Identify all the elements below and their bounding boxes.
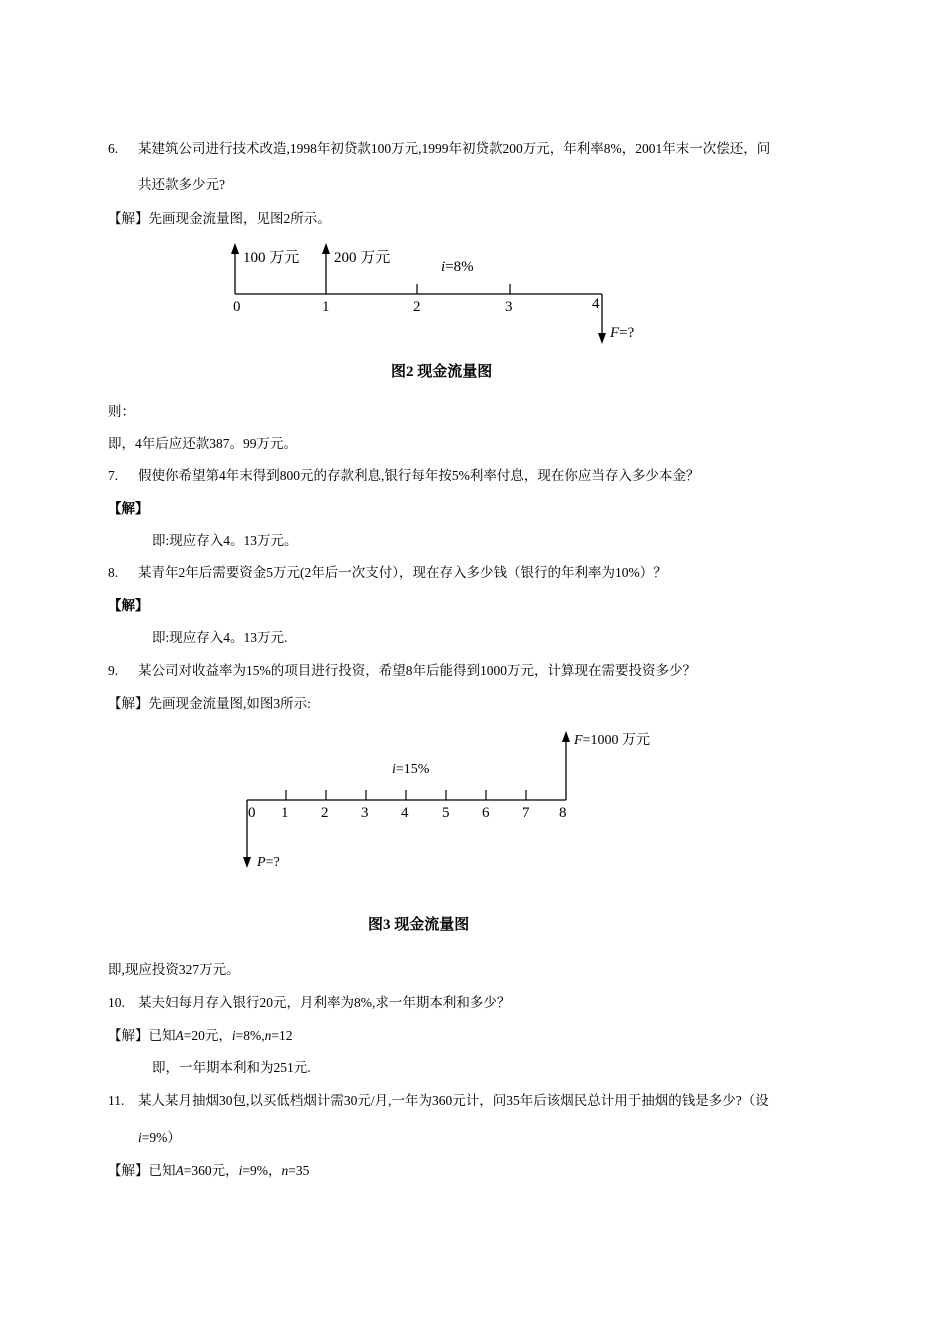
tick-label-0: 0 <box>248 805 256 821</box>
arrow-head-icon <box>322 243 330 254</box>
question-number: 11. <box>108 1093 125 1108</box>
label-200: 200 万元 <box>334 250 391 266</box>
f-val: =1000 万元 <box>582 733 650 748</box>
question-text: 某夫妇每月存入银行20元，月利率为8%,求一年期本利和多少？ <box>138 995 511 1010</box>
rate-val: =8% <box>445 259 474 275</box>
tick-label-3: 3 <box>505 299 513 315</box>
var-i: i <box>231 1028 236 1043</box>
question-number: 9. <box>108 663 119 678</box>
question-text: 某建筑公司进行技术改造,1998年初贷款100万元,1999年初贷款200万元，年利率8%，2001年末一次偿还，问 <box>138 141 771 156</box>
val-i: =9%， <box>242 1163 282 1178</box>
solution-7: 【解】 <box>108 501 149 516</box>
figure-3-caption: 图3 现金流量图 <box>368 917 470 933</box>
answer-9: 即,现应投资327万元。 <box>108 962 240 977</box>
question-number: 10. <box>108 995 125 1010</box>
tick-label-1: 1 <box>322 299 330 315</box>
solution-8: 【解】 <box>108 598 149 613</box>
tick-label-8: 8 <box>559 805 567 821</box>
tick-label-7: 7 <box>522 805 530 821</box>
tick-label-2: 2 <box>321 805 329 821</box>
question-11 <box>108 1092 769 1110</box>
p-var: P <box>257 855 266 870</box>
var-a: A <box>175 1163 184 1178</box>
tick-label-4: 4 <box>592 296 600 312</box>
tick-label-3: 3 <box>361 805 369 821</box>
figure-2-caption: 图2 现金流量图 <box>391 364 493 380</box>
f-var: F <box>610 325 620 341</box>
question-number: 7. <box>108 468 119 483</box>
question-number: 8. <box>108 565 119 580</box>
var-i: i <box>138 1130 142 1145</box>
question-text: 某公司对收益率为15%的项目进行投资，希望8年后能得到1000万元，计算现在需要投资多少？ <box>138 663 696 678</box>
question-text: 假使你希望第4年末得到800元的存款利息,银行每年按5%利率付息，现在你应当存入多少本金？ <box>138 468 700 483</box>
present-value-label <box>256 855 280 870</box>
question-7 <box>108 467 699 485</box>
then-label: 则： <box>108 404 135 419</box>
future-value-label <box>609 325 635 341</box>
solution-prefix: 【解】已知 <box>108 1163 176 1178</box>
solution-10 <box>108 1027 293 1045</box>
future-value-label <box>573 732 650 748</box>
arrow-head-icon <box>243 857 251 868</box>
rate-var: i <box>441 259 446 275</box>
answer-7: 即:现应存入4。13万元。 <box>152 533 298 548</box>
tick-label-2: 2 <box>413 299 421 315</box>
f-var: F <box>574 733 583 748</box>
rate-val: =15% <box>395 762 430 777</box>
var-n: n <box>264 1028 272 1043</box>
p-val: =? <box>265 855 280 870</box>
val-n: =35 <box>288 1163 310 1178</box>
cash-flow-diagram-2 <box>220 240 660 350</box>
val-i: =8%, <box>235 1028 265 1043</box>
solution-6: 【解】先画现金流量图，见图2所示。 <box>108 211 331 226</box>
rate-label <box>441 259 474 275</box>
tick-label-1: 1 <box>281 805 289 821</box>
question-6 <box>108 140 770 158</box>
answer-8: 即:现应存入4。13万元. <box>152 630 288 645</box>
question-text: 某青年2年后需要资金5万元(2年后一次支付），现在存入多少钱（银行的年利率为10%）？ <box>138 565 667 580</box>
val-a: =20元， <box>183 1028 232 1043</box>
label-100: 100 万元 <box>243 250 300 266</box>
rate-var: i <box>392 762 396 777</box>
arrow-head-icon <box>231 243 239 254</box>
tick-label-5: 5 <box>442 805 450 821</box>
question-text: 某人某月抽烟30包,以买低档烟计需30元/月,一年为360元计，问35年后该烟民总计用于抽烟的钱是多少?（设 <box>138 1093 769 1108</box>
solution-9: 【解】先画现金流量图,如图3所示: <box>108 696 311 711</box>
arrow-head-icon <box>598 333 606 344</box>
arrow-head-icon <box>562 731 570 742</box>
tick-label-6: 6 <box>482 805 490 821</box>
question-9 <box>108 662 696 680</box>
rate-label <box>392 762 430 777</box>
f-val: =? <box>619 325 635 341</box>
var-n: n <box>281 1163 289 1178</box>
question-10 <box>108 994 510 1012</box>
val-a: =360元， <box>183 1163 239 1178</box>
tick-label-4: 4 <box>401 805 409 821</box>
var-i: i <box>238 1163 243 1178</box>
question-6-continued: 共还款多少元? <box>138 177 225 192</box>
solution-11 <box>108 1162 309 1180</box>
cash-flow-diagram-3 <box>230 724 680 874</box>
answer-10: 即，一年期本利和为251元. <box>152 1060 311 1075</box>
answer-6: 即，4年后应还款387。99万元。 <box>108 436 297 451</box>
val-i: =9%） <box>141 1130 181 1145</box>
question-number: 6. <box>108 141 119 156</box>
var-a: A <box>175 1028 184 1043</box>
val-n: =12 <box>271 1028 293 1043</box>
question-8 <box>108 564 667 582</box>
tick-label-0: 0 <box>233 299 241 315</box>
question-11-continued <box>138 1129 181 1147</box>
solution-prefix: 【解】已知 <box>108 1028 176 1043</box>
